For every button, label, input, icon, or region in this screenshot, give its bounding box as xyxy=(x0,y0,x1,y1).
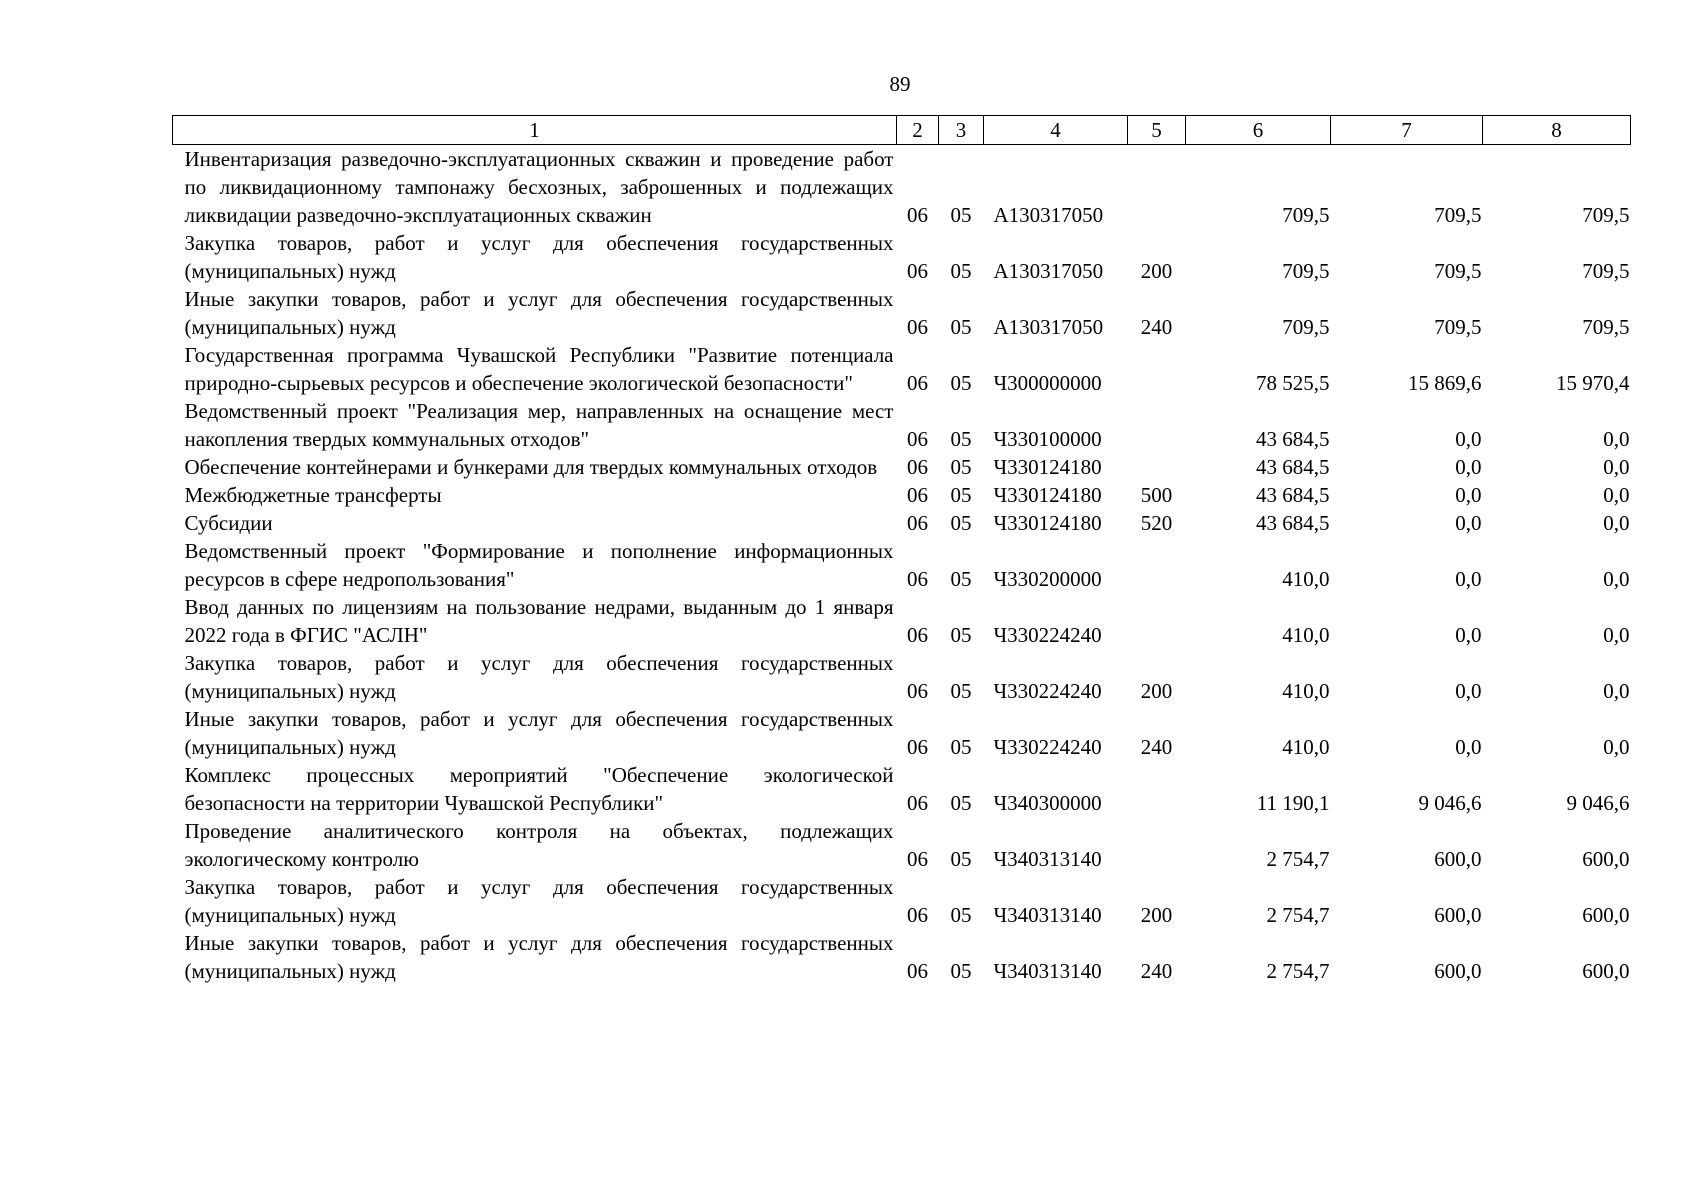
row-target-article-cell: А130317050 xyxy=(993,259,1104,283)
row-amount-col8-cell: 0,0 xyxy=(1603,427,1630,451)
row-amount-col7-cell: 709,5 xyxy=(1434,259,1482,283)
row-expense-type-cell xyxy=(1128,453,1186,481)
row-amount-col8-cell: 0,0 xyxy=(1603,511,1630,535)
row-target-article-cell: Ч340313140 xyxy=(993,959,1102,983)
row-expense-type-cell: 240 xyxy=(1140,959,1173,983)
row-amount-col7-cell: 0,0 xyxy=(1455,735,1482,759)
table-row xyxy=(173,649,1631,705)
row-name-cell: Иные закупки товаров, работ и услуг для обеспечения государственных (муниципальных) нужд xyxy=(184,931,894,983)
row-target-article-cell: Ч300000000 xyxy=(993,371,1102,395)
row-subsection-cell: 05 xyxy=(950,511,972,535)
row-amount-col7-cell: 0,0 xyxy=(1455,567,1482,591)
row-amount-col6-cell: 410,0 xyxy=(1282,679,1330,703)
row-target-article-cell: Ч330124180 xyxy=(993,511,1102,535)
row-section-cell: 06 xyxy=(907,371,928,395)
column-header-4: 4 xyxy=(984,116,1128,145)
row-subsection-cell: 05 xyxy=(950,567,972,591)
row-amount-col7-cell: 0,0 xyxy=(1455,623,1482,647)
row-name-cell: Инвентаризация разведочно-эксплуатационных скважин и проведение работ по ликвидационному тампонажу бесхозных, заброшенных и подлежащих ликвидации разведочно-эксплуатационных скважин xyxy=(184,147,894,227)
row-name-cell: Закупка товаров, работ и услуг для обеспечения государственных (муниципальных) нужд xyxy=(184,651,894,703)
row-subsection-cell: 05 xyxy=(950,371,972,395)
row-amount-col8-cell: 709,5 xyxy=(1582,259,1630,283)
row-name-cell: Ведомственный проект "Реализация мер, направленных на оснащение мест накопления твердых коммунальных отходов" xyxy=(184,399,894,451)
row-amount-col6-cell: 709,5 xyxy=(1282,315,1330,339)
table-row xyxy=(173,453,1631,481)
column-header-7: 7 xyxy=(1331,116,1483,145)
row-expense-type-cell xyxy=(1128,761,1186,817)
row-amount-col6-cell: 43 684,5 xyxy=(1256,427,1330,451)
row-expense-type-cell: 200 xyxy=(1140,679,1173,703)
row-section-cell: 06 xyxy=(907,315,928,339)
row-amount-col7-cell: 600,0 xyxy=(1434,959,1482,983)
row-amount-col6-cell: 43 684,5 xyxy=(1256,455,1330,479)
row-amount-col7-cell: 15 869,6 xyxy=(1408,371,1482,395)
header-row xyxy=(173,116,1631,145)
row-expense-type-cell: 500 xyxy=(1140,483,1173,507)
row-name-cell: Закупка товаров, работ и услуг для обеспечения государственных (муниципальных) нужд xyxy=(184,875,894,927)
row-amount-col7-cell: 0,0 xyxy=(1455,427,1482,451)
row-target-article-cell: Ч330200000 xyxy=(993,567,1102,591)
row-subsection-cell: 05 xyxy=(950,259,972,283)
row-target-article-cell: Ч330100000 xyxy=(993,427,1102,451)
row-section-cell: 06 xyxy=(907,903,928,927)
table-row xyxy=(173,537,1631,593)
row-section-cell: 06 xyxy=(907,455,928,479)
row-name-cell: Иные закупки товаров, работ и услуг для обеспечения государственных (муниципальных) нужд xyxy=(184,707,894,759)
row-amount-col8-cell: 600,0 xyxy=(1582,903,1630,927)
row-amount-col7-cell: 709,5 xyxy=(1434,315,1482,339)
table-row xyxy=(173,593,1631,649)
row-amount-col6-cell: 2 754,7 xyxy=(1266,903,1330,927)
row-subsection-cell: 05 xyxy=(950,623,972,647)
table-row xyxy=(173,705,1631,761)
row-amount-col7-cell: 0,0 xyxy=(1455,483,1482,507)
row-subsection-cell: 05 xyxy=(950,427,972,451)
row-target-article-cell: Ч330124180 xyxy=(993,483,1102,507)
row-target-article-cell: Ч340313140 xyxy=(993,903,1102,927)
table-row xyxy=(173,145,1631,230)
row-amount-col8-cell: 600,0 xyxy=(1582,847,1630,871)
column-header-6: 6 xyxy=(1186,116,1331,145)
row-section-cell: 06 xyxy=(907,567,928,591)
row-amount-col6-cell: 43 684,5 xyxy=(1256,511,1330,535)
row-subsection-cell: 05 xyxy=(950,455,972,479)
row-subsection-cell: 05 xyxy=(950,735,972,759)
row-target-article-cell: Ч330124180 xyxy=(993,455,1102,479)
row-amount-col7-cell: 9 046,6 xyxy=(1418,791,1482,815)
table-row xyxy=(173,341,1631,397)
table-row xyxy=(173,481,1631,509)
row-amount-col6-cell: 78 525,5 xyxy=(1256,371,1330,395)
row-amount-col8-cell: 0,0 xyxy=(1603,455,1630,479)
row-subsection-cell: 05 xyxy=(950,791,972,815)
row-amount-col6-cell: 410,0 xyxy=(1282,567,1330,591)
row-name-cell: Ввод данных по лицензиям на пользование недрами, выданным до 1 января 2022 года в ФГИС "АСЛН" xyxy=(184,595,894,647)
table-row xyxy=(173,761,1631,817)
row-amount-col6-cell: 2 754,7 xyxy=(1266,959,1330,983)
row-subsection-cell: 05 xyxy=(950,903,972,927)
column-header-2: 2 xyxy=(897,116,939,145)
row-section-cell: 06 xyxy=(907,483,928,507)
row-section-cell: 06 xyxy=(907,791,928,815)
row-amount-col8-cell: 15 970,4 xyxy=(1556,371,1630,395)
row-expense-type-cell xyxy=(1128,817,1186,873)
row-expense-type-cell xyxy=(1128,537,1186,593)
row-subsection-cell: 05 xyxy=(950,959,972,983)
row-subsection-cell: 05 xyxy=(950,203,972,227)
table-row xyxy=(173,229,1631,285)
row-amount-col8-cell: 0,0 xyxy=(1603,567,1630,591)
row-name-cell: Государственная программа Чувашской Республики "Развитие потенциала природно-сырьевых ресурсов и обеспечение экологической безопасности" xyxy=(184,343,894,395)
page-number: 89 xyxy=(889,72,911,96)
row-amount-col8-cell: 600,0 xyxy=(1582,959,1630,983)
table-row xyxy=(173,285,1631,341)
row-amount-col8-cell: 709,5 xyxy=(1582,203,1630,227)
row-amount-col7-cell: 0,0 xyxy=(1455,455,1482,479)
row-expense-type-cell xyxy=(1128,341,1186,397)
row-section-cell: 06 xyxy=(907,427,928,451)
table-row xyxy=(173,817,1631,873)
row-name-cell: Межбюджетные трансферты xyxy=(184,483,442,507)
row-target-article-cell: А130317050 xyxy=(993,315,1104,339)
row-expense-type-cell: 240 xyxy=(1140,735,1173,759)
row-expense-type-cell xyxy=(1128,397,1186,453)
row-amount-col7-cell: 0,0 xyxy=(1455,679,1482,703)
row-name-cell: Субсидии xyxy=(184,511,273,535)
row-amount-col8-cell: 0,0 xyxy=(1603,483,1630,507)
row-amount-col7-cell: 709,5 xyxy=(1434,203,1482,227)
row-name-cell: Иные закупки товаров, работ и услуг для обеспечения государственных (муниципальных) нужд xyxy=(184,287,894,339)
row-subsection-cell: 05 xyxy=(950,679,972,703)
row-section-cell: 06 xyxy=(907,511,928,535)
row-target-article-cell: Ч330224240 xyxy=(993,735,1102,759)
row-target-article-cell: Ч340300000 xyxy=(993,791,1102,815)
row-amount-col8-cell: 0,0 xyxy=(1603,735,1630,759)
row-subsection-cell: 05 xyxy=(950,847,972,871)
row-section-cell: 06 xyxy=(907,259,928,283)
row-target-article-cell: А130317050 xyxy=(993,203,1104,227)
row-expense-type-cell: 520 xyxy=(1140,511,1173,535)
row-amount-col8-cell: 0,0 xyxy=(1603,679,1630,703)
row-expense-type-cell xyxy=(1128,145,1186,230)
row-section-cell: 06 xyxy=(907,679,928,703)
table-row xyxy=(173,509,1631,537)
column-header-3: 3 xyxy=(939,116,984,145)
row-amount-col6-cell: 410,0 xyxy=(1282,623,1330,647)
table-row xyxy=(173,873,1631,929)
row-section-cell: 06 xyxy=(907,959,928,983)
row-amount-col6-cell: 410,0 xyxy=(1282,735,1330,759)
table-row xyxy=(173,929,1631,985)
table-header xyxy=(173,116,1631,145)
row-section-cell: 06 xyxy=(907,203,928,227)
row-amount-col8-cell: 709,5 xyxy=(1582,315,1630,339)
row-amount-col6-cell: 43 684,5 xyxy=(1256,483,1330,507)
column-header-8: 8 xyxy=(1483,116,1631,145)
row-amount-col8-cell: 9 046,6 xyxy=(1566,791,1630,815)
column-header-1: 1 xyxy=(173,116,897,145)
row-expense-type-cell: 200 xyxy=(1140,903,1173,927)
row-target-article-cell: Ч330224240 xyxy=(993,623,1102,647)
row-section-cell: 06 xyxy=(907,735,928,759)
row-target-article-cell: Ч330224240 xyxy=(993,679,1102,703)
row-section-cell: 06 xyxy=(907,623,928,647)
row-name-cell: Закупка товаров, работ и услуг для обеспечения государственных (муниципальных) нужд xyxy=(184,231,894,283)
row-amount-col6-cell: 709,5 xyxy=(1282,203,1330,227)
table-row xyxy=(173,397,1631,453)
row-amount-col6-cell: 2 754,7 xyxy=(1266,847,1330,871)
budget-table xyxy=(172,115,1631,985)
row-name-cell: Комплекс процессных мероприятий "Обеспечение экологической безопасности на территории Чувашской Республики" xyxy=(184,763,894,815)
table-body xyxy=(173,145,1631,986)
row-amount-col8-cell: 0,0 xyxy=(1603,623,1630,647)
row-subsection-cell: 05 xyxy=(950,483,972,507)
row-name-cell: Обеспечение контейнерами и бункерами для твердых коммунальных отходов xyxy=(184,455,878,479)
row-amount-col7-cell: 0,0 xyxy=(1455,511,1482,535)
column-header-5: 5 xyxy=(1128,116,1186,145)
row-subsection-cell: 05 xyxy=(950,315,972,339)
row-amount-col6-cell: 11 190,1 xyxy=(1256,791,1330,815)
row-amount-col7-cell: 600,0 xyxy=(1434,903,1482,927)
row-name-cell: Ведомственный проект "Формирование и пополнение информационных ресурсов в сфере недропользования" xyxy=(184,539,894,591)
row-amount-col7-cell: 600,0 xyxy=(1434,847,1482,871)
row-name-cell: Проведение аналитического контроля на объектах, подлежащих экологическому контролю xyxy=(184,819,894,871)
row-target-article-cell: Ч340313140 xyxy=(993,847,1102,871)
row-amount-col6-cell: 709,5 xyxy=(1282,259,1330,283)
row-expense-type-cell: 240 xyxy=(1140,315,1173,339)
row-expense-type-cell: 200 xyxy=(1140,259,1173,283)
row-section-cell: 06 xyxy=(907,847,928,871)
row-expense-type-cell xyxy=(1128,593,1186,649)
